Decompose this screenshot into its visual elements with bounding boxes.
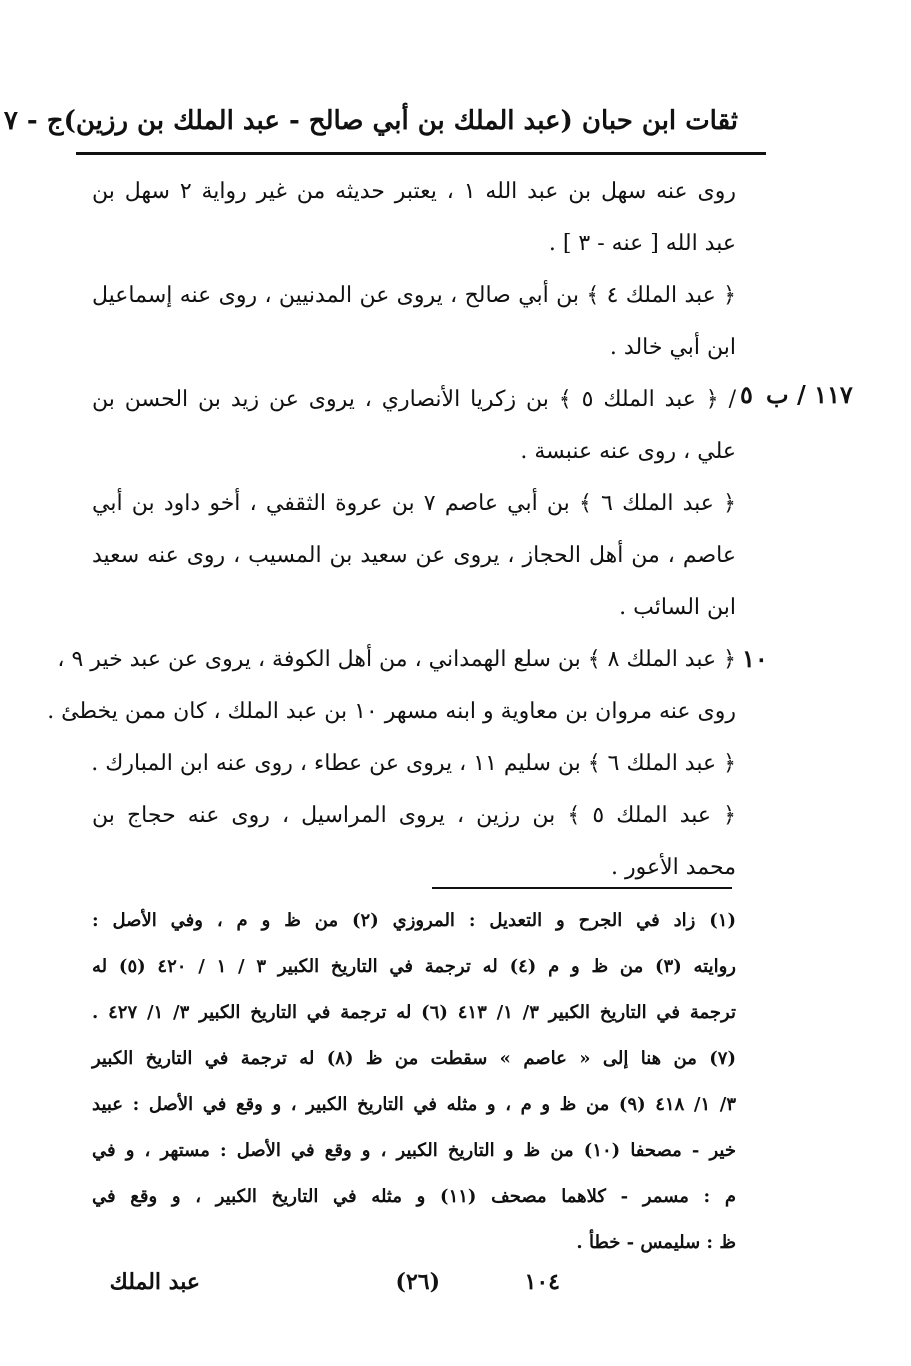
text-line: عاصم ، من أهل الحجاز ، يروى عن سعيد بن المسيب ، روى عنه سعيد xyxy=(92,543,736,568)
footnotes xyxy=(92,898,736,1266)
text-line: ابن أبي خالد . xyxy=(609,335,736,360)
text-line: ﴿ عبد الملك ٦ ﴾ بن أبي عاصم ٧ بن عروة الثقفي ، أخو داود بن أبي xyxy=(92,491,737,516)
header-volume: ج - ٧ xyxy=(3,106,64,136)
text-line: علي ، روى عنه عنبسة . xyxy=(520,439,736,464)
page-footer xyxy=(100,1262,560,1302)
footnote-line: روايته (٣) من ظ و م (٤) له ترجمة في التاريخ الكبير ٣ / ١ / ٤٢٠ (٥) له xyxy=(92,956,736,977)
footnote-line: ترجمة في التاريخ الكبير ٣/ ١/ ٤١٣ (٦) له ترجمة في التاريخ الكبير ٣/ ١/ ٤٢٧ . xyxy=(92,1002,736,1023)
main-text xyxy=(47,166,737,894)
text-line: عبد الله [ عنه - ٣ ] . xyxy=(548,231,736,256)
text-line: / ﴿ عبد الملك ٥ ﴾ بن زكريا الأنصاري ، يروى عن زيد بن الحسن بن xyxy=(92,387,736,412)
text-line: ﴿ عبد الملك ٨ ﴾ بن سلع الهمداني ، من أهل الكوفة ، يروى عن عبد خير ٩ ، xyxy=(57,647,736,672)
text-line: محمد الأعور . xyxy=(610,855,736,880)
footnote-line: ظ : سليمس - خطأ . xyxy=(576,1232,736,1253)
footnote-line: خير - مصحفا (١٠) من ظ و التاريخ الكبير ، و وقع في الأصل : مستهر ، و في xyxy=(92,1140,736,1161)
footer-page-number: ١٠٤ xyxy=(524,1269,560,1295)
header-rule xyxy=(76,152,766,155)
header-title: ثقات ابن حبان (عبد الملك بن أبي صالح - عبد الملك بن رزين) xyxy=(63,106,738,136)
text-line: ﴿ عبد الملك ٥ ﴾ بن رزين ، يروى المراسيل ، روى عنه حجاج بن xyxy=(92,803,736,828)
text-line: ﴿ عبد الملك ٦ ﴾ بن سليم ١١ ، يروى عن عطاء ، روى عنه ابن المبارك . xyxy=(91,751,736,776)
footer-catchword: عبد الملك xyxy=(109,1269,200,1295)
running-header xyxy=(3,96,738,146)
footnote-line: م : مسمر - كلاهما مصحف (١١) و مثله في التاريخ الكبير ، و وقع في xyxy=(92,1186,737,1207)
text-line: روى عنه سهل بن عبد الله ١ ، يعتبر حديثه من غير رواية ٢ سهل بن xyxy=(92,179,736,204)
footer-entry-count: (٢٦) xyxy=(395,1269,440,1295)
margin-folio: ١١٧ / ب xyxy=(766,380,853,409)
margin-line-number-5: ٥ xyxy=(740,380,753,409)
footnote-rule xyxy=(432,887,732,889)
text-line: ﴿ عبد الملك ٤ ﴾ بن أبي صالح ، يروى عن المدنيين ، روى عنه إسماعيل xyxy=(92,283,736,308)
footnote-line: ٣/ ١/ ٤١٨ (٩) من ظ و م ، و مثله في التاريخ الكبير ، و وقع في الأصل : عبيد xyxy=(92,1094,737,1115)
footnote-line: (١) زاد في الجرح و التعديل : المروزي (٢) من ظ و م ، وفي الأصل : xyxy=(92,910,736,931)
margin-line-number-10: ١٠ xyxy=(742,644,768,673)
text-line: روى عنه مروان بن معاوية و ابنه مسهر ١٠ بن عبد الملك ، كان ممن يخطئ . xyxy=(47,699,736,724)
footnote-line: (٧) من هنا إلى « عاصم » سقطت من ظ (٨) له ترجمة في التاريخ الكبير xyxy=(92,1048,736,1069)
text-line: ابن السائب . xyxy=(619,595,736,620)
